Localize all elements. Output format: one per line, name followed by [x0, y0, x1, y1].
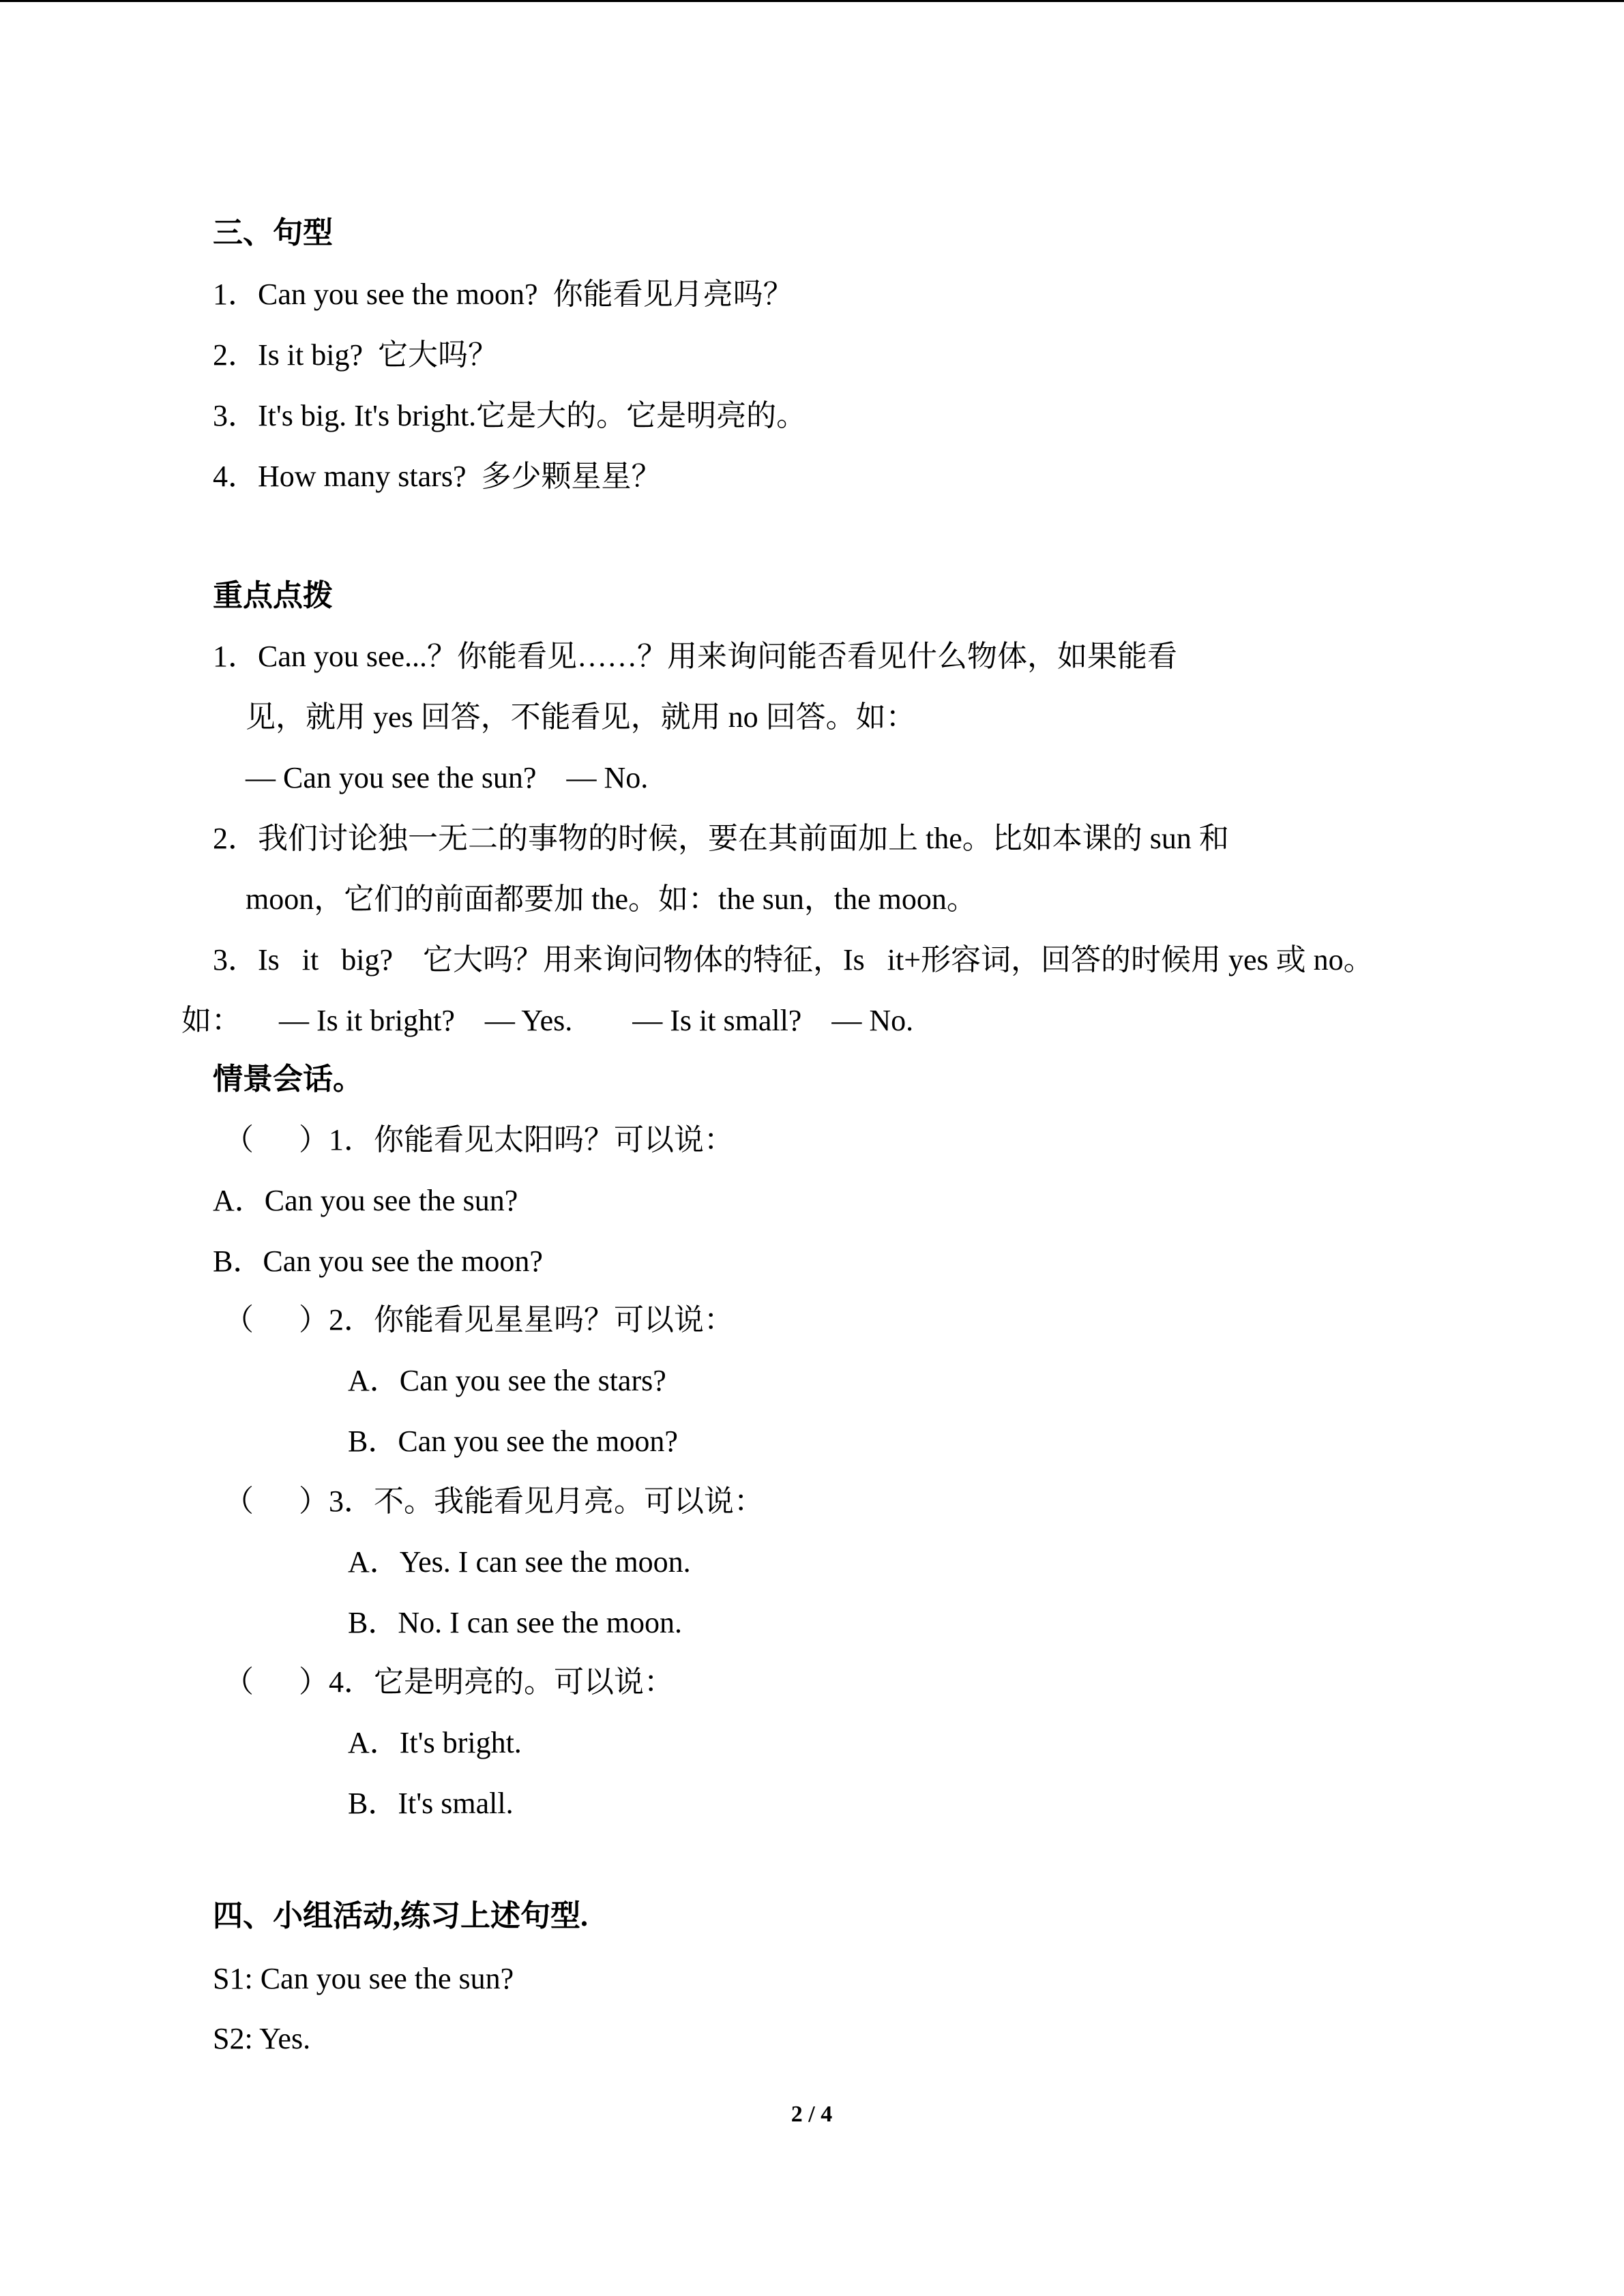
- pattern-item-1: 1．Can you see the moon? 你能看见月亮吗？: [213, 278, 793, 311]
- question-stem: （ ）1．你能看见太阳吗？可以说：: [224, 1123, 734, 1157]
- key-point-line: 1．Can you see...？你能看见……？用来询问能否看见什么物体，如果能看: [213, 640, 1178, 673]
- pattern-item-2: 2．Is it big? 它大吗？: [213, 338, 498, 372]
- section-heading-sentence-patterns: 三、句型: [213, 216, 333, 250]
- question-option: A．Can you see the sun?: [213, 1184, 518, 1217]
- question-option: B．No. I can see the moon.: [348, 1606, 682, 1639]
- question-option: B．Can you see the moon?: [213, 1244, 543, 1278]
- question-stem: （ ）3．不。我能看见月亮。可以说：: [224, 1485, 764, 1518]
- key-point-line: moon，它们的前面都要加 the。如：the sun，the moon。: [246, 882, 977, 916]
- key-point-example: 如： — Is it bright? — Yes. — Is it small? — No.: [181, 1004, 914, 1037]
- question-stem: （ ）4．它是明亮的。可以说：: [224, 1665, 674, 1699]
- dialogue-line-s2: S2: Yes.: [213, 2022, 311, 2055]
- question-option: B．It's small.: [348, 1787, 514, 1820]
- pattern-item-3: 3．It's big. It's bright.它是大的。它是明亮的。: [213, 399, 807, 432]
- section-heading-group-activity: 四、小组活动,练习上述句型.: [213, 1899, 588, 1933]
- top-border-line: [0, 0, 1624, 2]
- question-option: A．Can you see the stars?: [348, 1364, 666, 1397]
- question-option: A．It's bright.: [348, 1726, 522, 1759]
- key-point-line: 见，就用 yes 回答，不能看见，就用 no 回答。如：: [246, 700, 916, 734]
- page-number: 2 / 4: [791, 2102, 833, 2127]
- key-point-example: — Can you see the sun? — No.: [246, 761, 649, 794]
- question-option: A．Yes. I can see the moon.: [348, 1545, 691, 1579]
- pattern-item-4: 4．How many stars? 多少颗星星？: [213, 460, 662, 493]
- key-point-line: 3．Is it big? 它大吗？用来询问物体的特征，Is it+形容词，回答的时候用 yes 或 no。: [213, 943, 1374, 976]
- dialogue-line-s1: S1: Can you see the sun?: [213, 1962, 514, 1995]
- question-option: B．Can you see the moon?: [348, 1425, 678, 1458]
- section-heading-key-points: 重点点拨: [213, 579, 333, 612]
- key-point-line: 2．我们讨论独一无二的事物的时候，要在其前面加上 the。比如本课的 sun 和: [213, 822, 1229, 855]
- section-heading-dialogue: 情景会话。: [213, 1062, 363, 1096]
- question-stem: （ ）2．你能看见星星吗？可以说：: [224, 1303, 734, 1337]
